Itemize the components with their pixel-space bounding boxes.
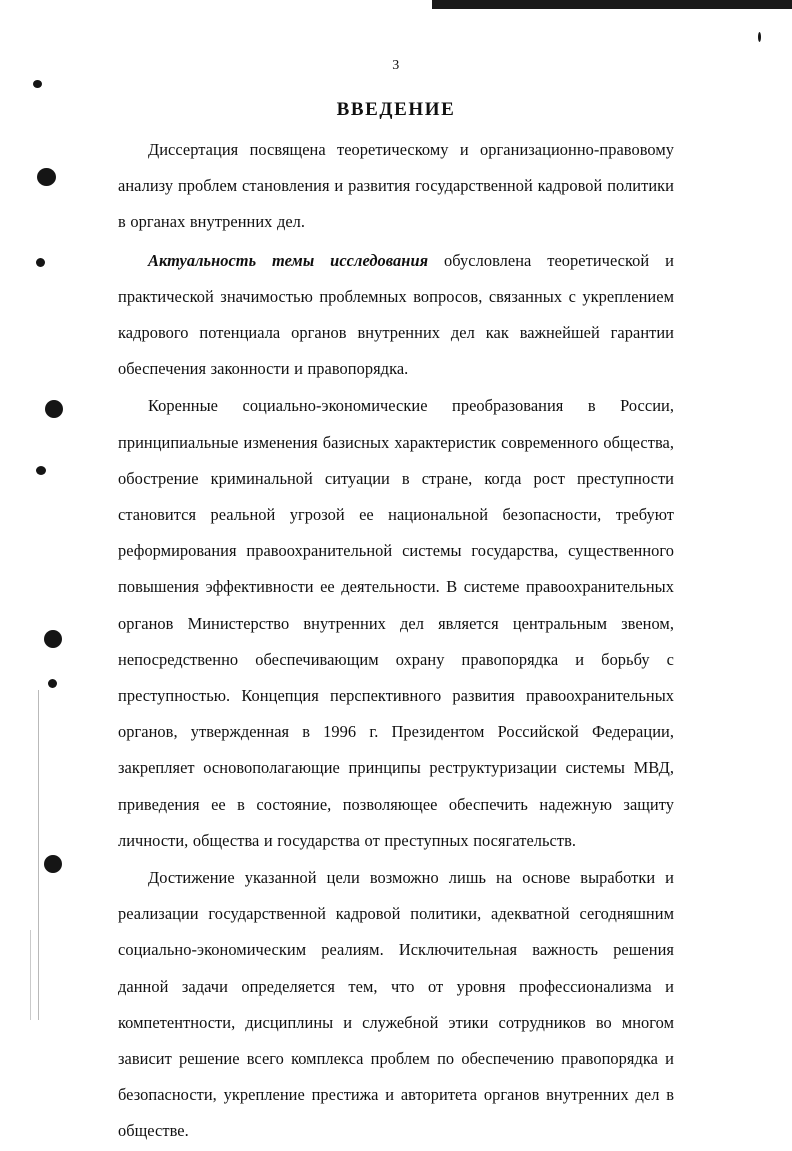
scan-speckle bbox=[33, 80, 42, 88]
scan-speckle bbox=[36, 466, 46, 475]
scan-speckle bbox=[758, 32, 761, 42]
scan-speckle bbox=[36, 258, 45, 267]
scan-spine-line-secondary bbox=[30, 930, 31, 1020]
document-body bbox=[118, 132, 674, 1151]
scan-speckle bbox=[44, 855, 62, 873]
paragraph-socio-economic-context: Коренные социально-экономические преобразования в России, принципиальные изменения базисных характеристик современного общества, обострение криминальной ситуации в стране, когда рост преступности становится реальной угрозой ее национальной безопасности, требуют реформирования правоохранительной системы государства, существенного повышения эффективности ее деятельности. В системе правоохранительных органов Министерство внутренних дел является центральным звеном, непосредственно обеспечивающим охрану правопорядка и борьбу с преступностью. Концепция перспективного развития правоохранительных органов, утвержденная в 1996 г. Президентом Российской Федерации, закрепляет основополагающие принципы реструктуризации системы МВД, приведения ее в состояние, позволяющее обеспечить надежную защиту личности, общества и государства от преступных посягательств. bbox=[118, 396, 674, 850]
scan-speckle bbox=[48, 679, 57, 688]
paragraph-body: обусловлена теоретической и практической значимостью проблемных вопросов, связанных с укреплением кадрового потенциала органов внутренних дел как важнейшей гарантии обеспечения законности и правопорядка. bbox=[118, 250, 674, 379]
scan-speckle bbox=[45, 400, 63, 418]
paragraph-goal-achievement: Достижение указанной цели возможно лишь на основе выработки и реализации государственной кадровой политики, адекватной сегодняшним социально-экономическим реалиям. Исключительная важность решения данной задачи определяется тем, что от уровня профессионализма и компетентности, дисциплины и служебной этики сотрудников во многом зависит решение всего комплекса проблем по обеспечению правопорядка и безопасности, укрепление престижа и авторитета органов внутренних дел в обществе. bbox=[118, 868, 674, 1141]
scan-edge-artifact-top bbox=[432, 0, 792, 9]
paragraph-intro-thesis-subject: Диссертация посвящена теоретическому и организационно-правовому анализу проблем становления и развития государственной кадровой политики в органах внутренних дел. bbox=[118, 140, 674, 232]
scan-edge-artifact-left bbox=[0, 0, 14, 1020]
scan-speckle bbox=[37, 168, 56, 186]
scan-speckle bbox=[44, 630, 62, 648]
page-title: ВВЕДЕНИЕ bbox=[336, 98, 456, 120]
page-number: 3 bbox=[392, 58, 400, 73]
scan-spine-line bbox=[38, 690, 39, 1020]
paragraph-relevance-of-topic bbox=[118, 243, 674, 388]
paragraph-lead-in: Актуальность темы исследования bbox=[148, 250, 429, 270]
